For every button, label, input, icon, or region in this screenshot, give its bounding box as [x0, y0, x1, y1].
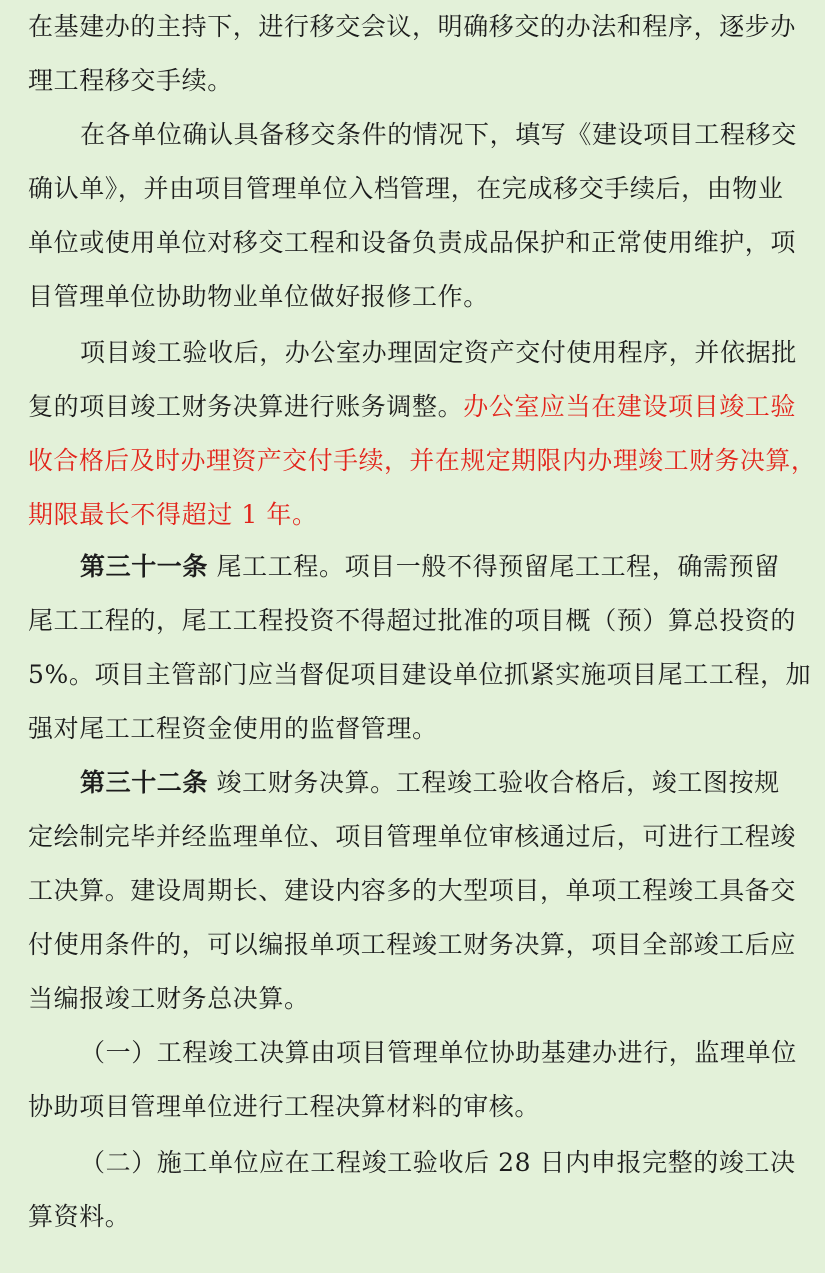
- line-text: 复的项目竣工财务决算进行账务调整。: [28, 392, 464, 421]
- line: 工决算。建设周期长、建设内容多的大型项目，单项工程竣工具备交: [28, 876, 797, 905]
- article-line: [80, 761, 780, 805]
- line: 在基建办的主持下，进行移交会议，明确移交的办法和程序，逐步办: [28, 12, 797, 41]
- line: 理工程移交手续。: [28, 66, 233, 95]
- line: 尾工工程的，尾工工程投资不得超过批准的项目概（预）算总投资的: [28, 606, 797, 635]
- line: 强对尾工工程资金使用的监督管理。: [28, 714, 438, 743]
- line: 项目竣工验收后，办公室办理固定资产交付使用程序，并依据批: [80, 338, 797, 367]
- line: 付使用条件的，可以编报单项工程竣工财务决算，项目全部竣工后应: [28, 930, 797, 959]
- highlight-line: 期限最长不得超过 1 年。: [28, 500, 318, 529]
- line: 确认单》，并由项目管理单位入档管理，在完成移交手续后，由物业: [28, 174, 784, 203]
- line: 定绘制完毕并经监理单位、项目管理单位审核通过后，可进行工程竣: [28, 822, 797, 851]
- line: （二）施工单位应在工程竣工验收后 28 日内申报完整的竣工决: [80, 1148, 796, 1177]
- line: 单位或使用单位对移交工程和设备负责成品保护和正常使用维护，项: [28, 228, 797, 257]
- article-heading: 第三十二条: [80, 768, 209, 797]
- line: 当编报竣工财务总决算。: [28, 984, 310, 1013]
- highlight-line: 收合格后及时办理资产交付手续，并在规定期限内办理竣工财务决算，: [28, 446, 817, 475]
- line: 5%。项目主管部门应当督促项目建设单位抓紧实施项目尾工工程，加: [28, 660, 812, 689]
- highlight-text: 办公室应当在建设项目竣工验: [463, 392, 797, 421]
- line: 在各单位确认具备移交条件的情况下，填写《建设项目工程移交: [80, 120, 797, 149]
- line: 目管理单位协助物业单位做好报修工作。: [28, 282, 489, 311]
- line-text: 尾工工程。项目一般不得预留尾工工程，确需预留: [208, 552, 780, 581]
- article-line: [80, 545, 780, 589]
- line: （一）工程竣工决算由项目管理单位协助基建办进行，监理单位: [80, 1038, 797, 1067]
- line: [28, 385, 796, 429]
- line-text: 竣工财务决算。工程竣工验收合格后，竣工图按规: [208, 768, 780, 797]
- article-heading: 第三十一条: [80, 552, 209, 581]
- line: 协助项目管理单位进行工程决算材料的审核。: [28, 1092, 541, 1121]
- line: 算资料。: [28, 1202, 131, 1231]
